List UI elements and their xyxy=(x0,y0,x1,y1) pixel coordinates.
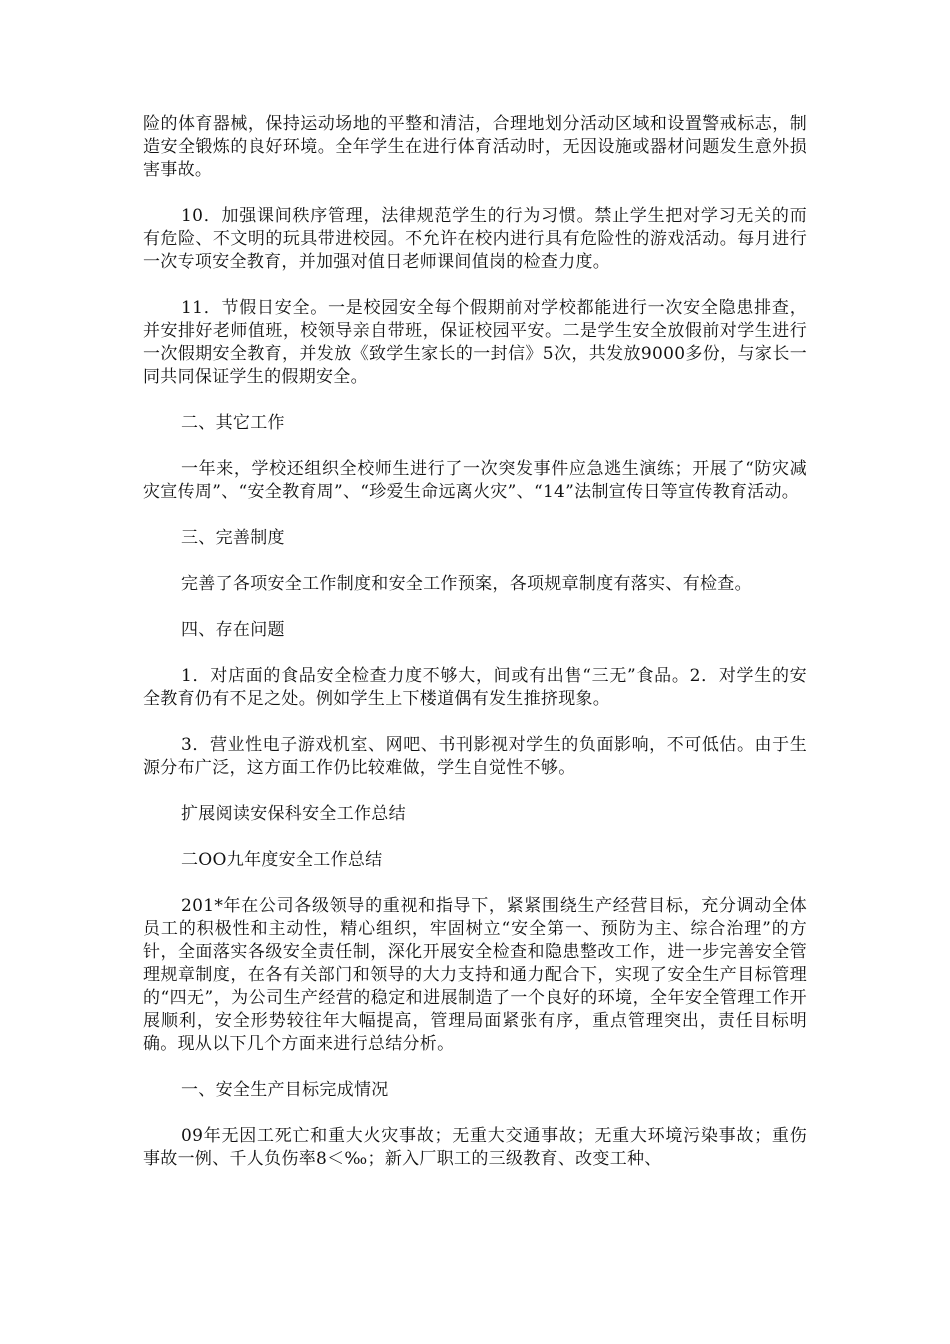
paragraph-problems-3: 3．营业性电子游戏机室、网吧、书刊影视对学生的负面影响，不可低估。由于生源分布广泛，这方面工作仍比较难做，学生自觉性不够。 xyxy=(143,735,807,778)
paragraph-annual-overview: 201*年在公司各级领导的重视和指导下，紧紧围绕生产经营目标，充分调动全体员工的积极性和主动性，精心组织，牢固树立“安全第一、预防为主、综合治理”的方针，全面落实各级安全责任制，深化开展安全检查和隐患整改工作，进一步完善安全管理规章制度，在各有关部门和领导的大力支持和通力配合下，实现了安全生产目标管理的“四无”，为公司生产经营的稳定和进展制造了一个良好的环境，全年安全管理工作开展顺利，安全形势较往年大幅提高，管理局面紧张有序，重点管理突出，责任目标明确。现从以下几个方面来进行总结分析。 xyxy=(143,896,807,1054)
heading-target-completion: 一、安全生产目标完成情况 xyxy=(181,1080,389,1100)
annual-summary-title: 二OO九年度安全工作总结 xyxy=(181,850,383,870)
paragraph-problems-1-2: 1．对店面的食品安全检查力度不够大，间或有出售“三无”食品。2．对学生的安全教育仍有不足之处。例如学生上下楼道偶有发生推挤现象。 xyxy=(143,666,807,709)
extended-reading-title: 扩展阅读安保科安全工作总结 xyxy=(181,804,406,824)
paragraph-item-10: 10．加强课间秩序管理，法律规范学生的行为习惯。禁止学生把对学习无关的而有危险、不文明的玩具带进校园。不允许在校内进行具有危险性的游戏活动。每月进行一次专项安全教育，并加强对值日老师课间值岗的检查力度。 xyxy=(143,206,807,272)
heading-other-work: 二、其它工作 xyxy=(181,413,285,433)
document-body xyxy=(143,113,807,1194)
heading-existing-problems: 四、存在问题 xyxy=(181,620,285,640)
paragraph-other-work: 一年来，学校还组织全校师生进行了一次突发事件应急逃生演练；开展了“防灾减灾宣传周”、“安全教育周”、“珍爱生命远离火灾”、“14”法制宣传日等宣传教育活动。 xyxy=(143,459,807,502)
paragraph-item-11: 11．节假日安全。一是校园安全每个假期前对学校都能进行一次安全隐患排查，并安排好老师值班，校领导亲自带班，保证校园平安。二是学生安全放假前对学生进行一次假期安全教育，并发放《致学生家长的一封信》5次，共发放9000多份，与家长一同共同保证学生的假期安全。 xyxy=(143,298,807,387)
heading-improve-system: 三、完善制度 xyxy=(181,528,285,548)
paragraph-sports-equipment: 险的体育器械，保持运动场地的平整和清洁，合理地划分活动区域和设置警戒标志，制造安全锻炼的良好环境。全年学生在进行体育活动时，无因设施或器材问题发生意外损害事故。 xyxy=(143,114,807,180)
paragraph-target-completion: 09年无因工死亡和重大火灾事故；无重大交通事故；无重大环境污染事故；重伤事故一例、千人负伤率8＜‰；新入厂职工的三级教育、改变工种、 xyxy=(143,1126,807,1169)
paragraph-improve-system: 完善了各项安全工作制度和安全工作预案，各项规章制度有落实、有检查。 xyxy=(181,574,752,594)
